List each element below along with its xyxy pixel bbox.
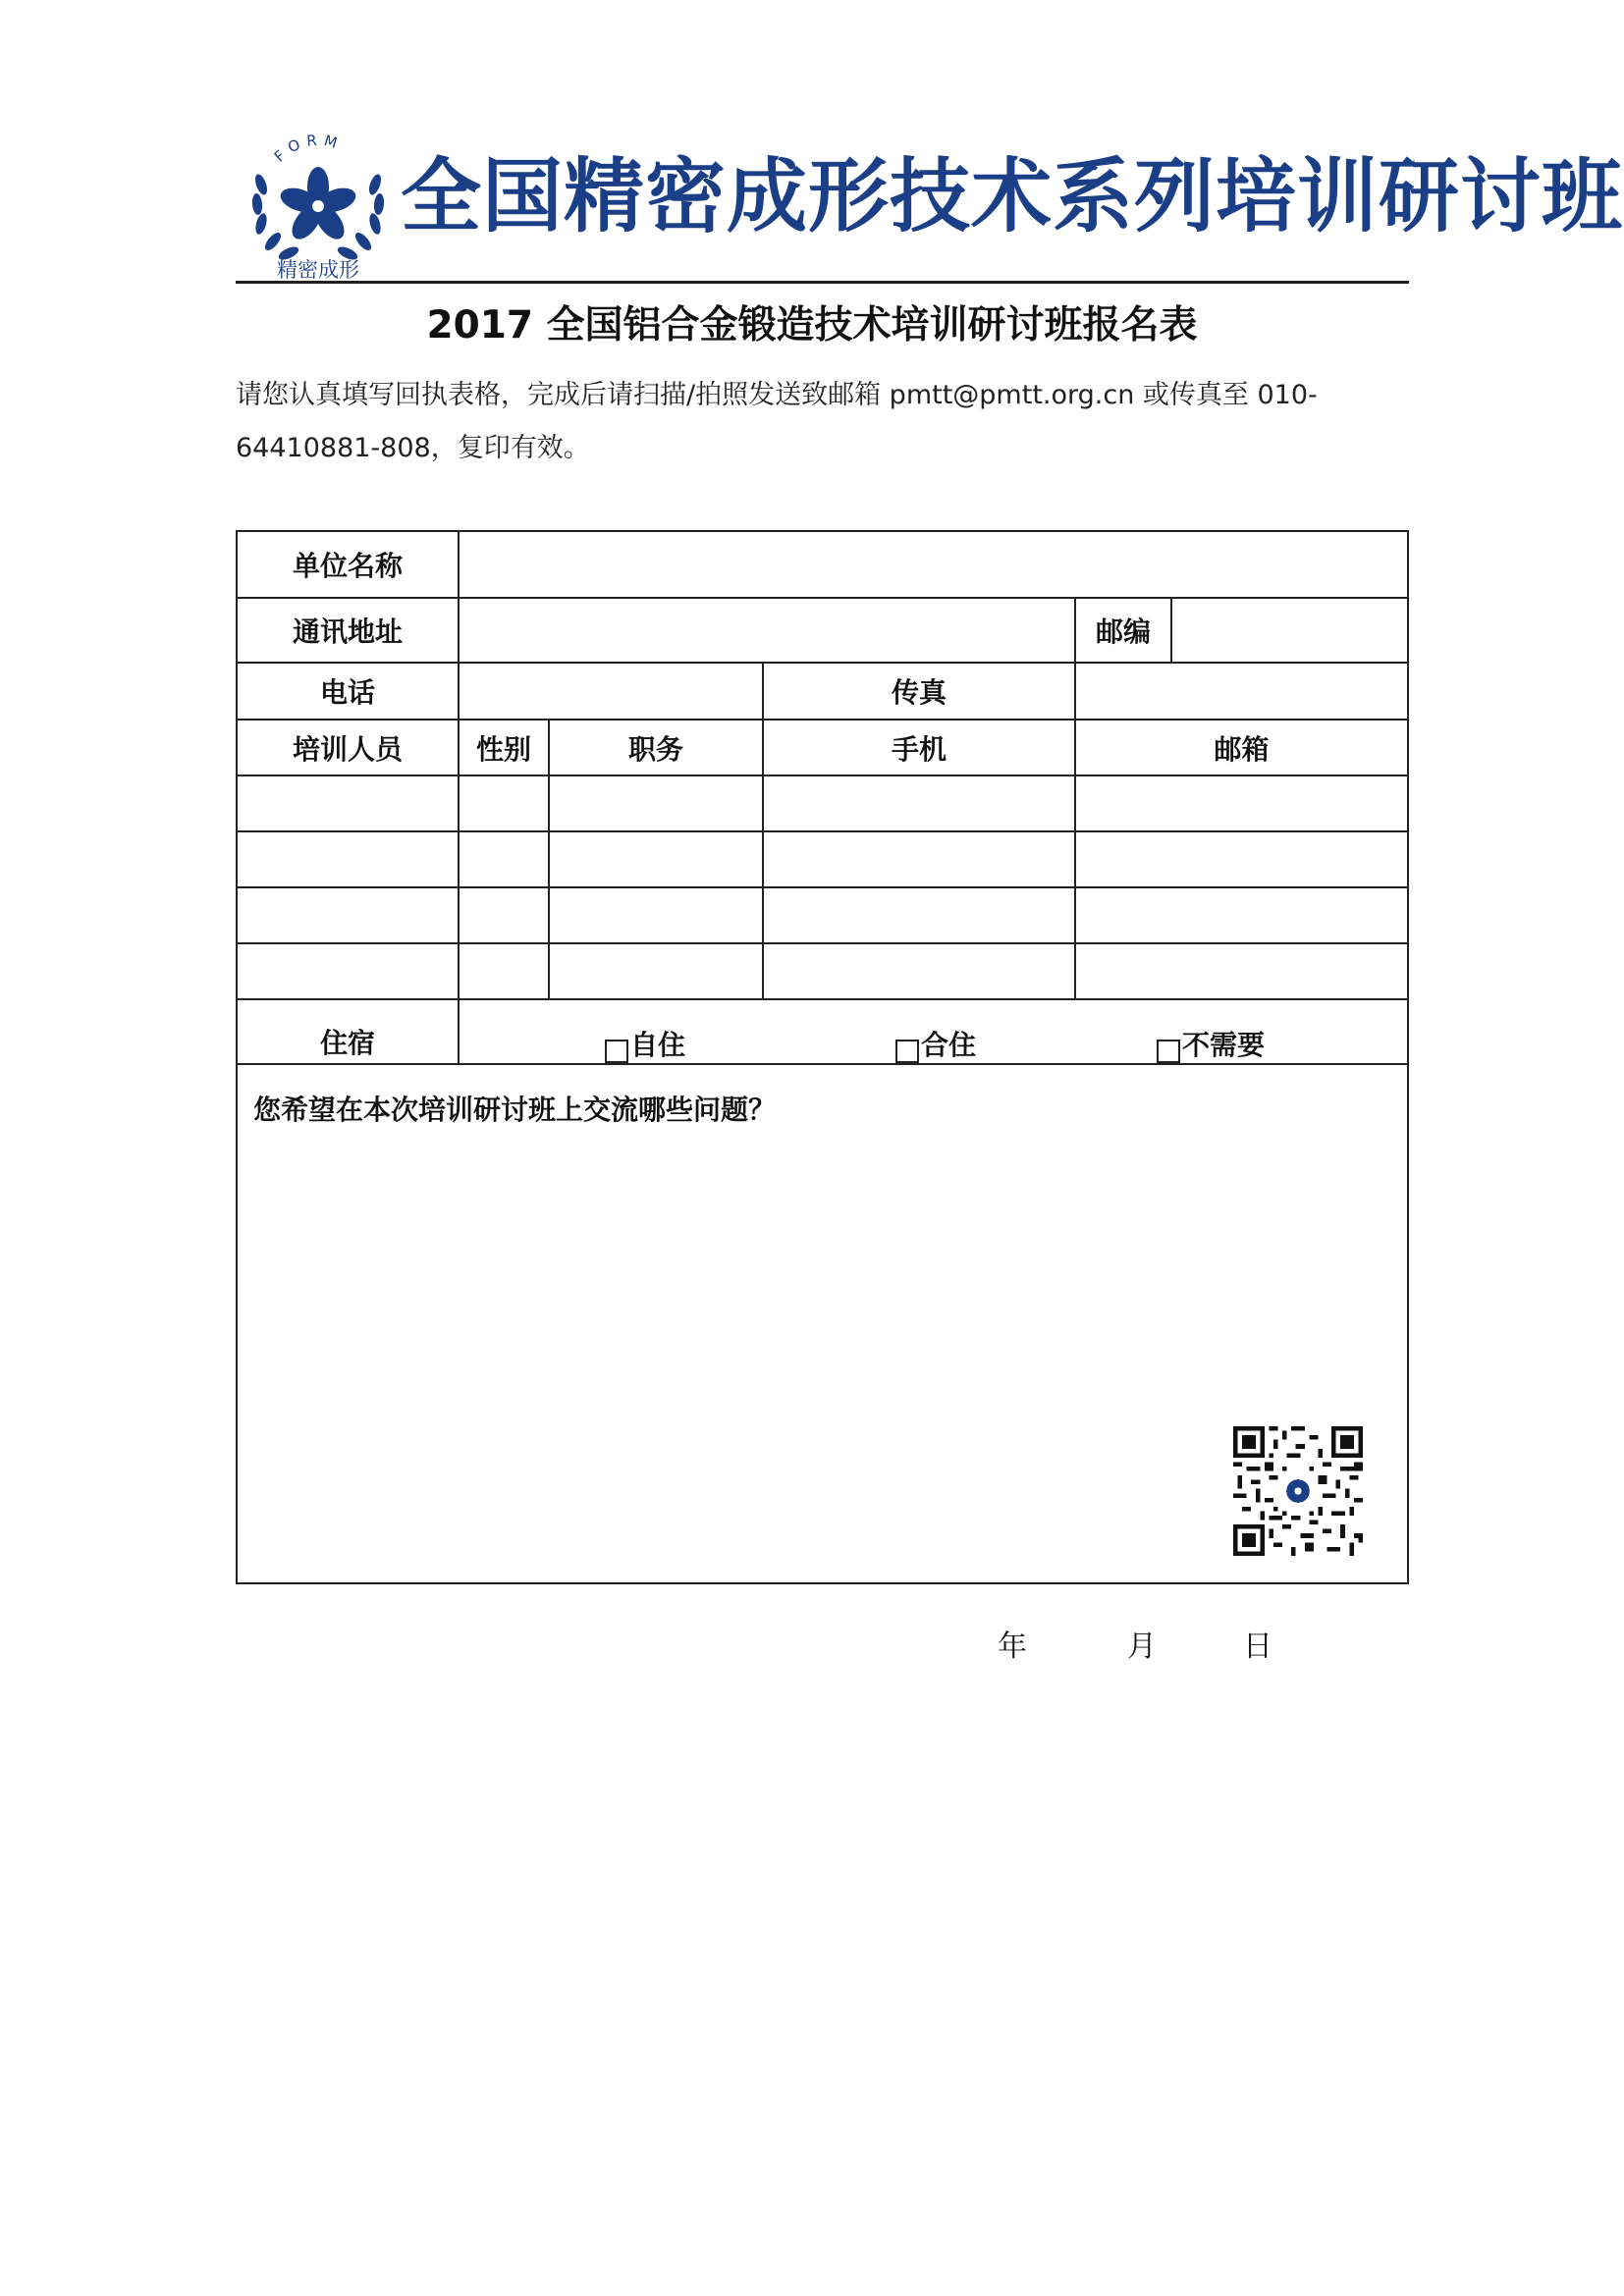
option-label: 合住 — [921, 1029, 977, 1061]
logo-arc-text: FORM — [270, 131, 346, 166]
date-day: 日 — [1243, 1629, 1272, 1664]
accommodation-option-shared[interactable] — [895, 1000, 976, 1065]
trainee-email-cell[interactable] — [1075, 831, 1408, 887]
date-month: 月 — [1127, 1629, 1157, 1664]
company-label: 单位名称 — [237, 531, 459, 598]
checkbox-icon[interactable] — [895, 1040, 919, 1063]
trainee-mobile-cell[interactable] — [763, 775, 1075, 831]
registration-form — [236, 530, 1409, 1584]
trainee-gender-cell[interactable] — [459, 775, 549, 831]
mobile-header: 手机 — [763, 720, 1075, 775]
trainee-email-cell[interactable] — [1075, 775, 1408, 831]
logo — [240, 126, 397, 281]
banner-title: 全国精密成形技术系列培训研讨班 — [401, 149, 1624, 243]
trainee-name-cell[interactable] — [237, 831, 459, 887]
accommodation-option-self[interactable] — [605, 1000, 685, 1065]
trainee-email-cell[interactable] — [1075, 943, 1408, 999]
trainee-position-cell[interactable] — [549, 775, 763, 831]
trainee-row — [237, 887, 1408, 943]
accommodation-options — [459, 999, 1408, 1064]
trainee-gender-cell[interactable] — [459, 943, 549, 999]
address-label: 通讯地址 — [237, 598, 459, 663]
trainee-name-cell[interactable] — [237, 943, 459, 999]
trainee-name-cell[interactable] — [237, 775, 459, 831]
accommodation-option-none[interactable] — [1157, 1000, 1265, 1065]
trainee-position-cell[interactable] — [549, 887, 763, 943]
trainee-mobile-cell[interactable] — [763, 887, 1075, 943]
trainee-position-cell[interactable] — [549, 831, 763, 887]
fax-label: 传真 — [763, 663, 1075, 720]
position-header: 职务 — [549, 720, 763, 775]
header-divider — [236, 281, 1409, 284]
star-flower-laurel-icon — [240, 126, 397, 281]
checkbox-icon[interactable] — [605, 1040, 628, 1063]
option-label: 自住 — [630, 1029, 686, 1061]
company-field[interactable] — [459, 531, 1408, 598]
logo-caption: 精密成形 — [277, 258, 359, 281]
trainee-mobile-cell[interactable] — [763, 943, 1075, 999]
trainee-header: 培训人员 — [237, 720, 459, 775]
email-header: 邮箱 — [1075, 720, 1408, 775]
address-field[interactable] — [459, 598, 1075, 663]
instructions — [236, 369, 1375, 475]
qr-code — [1233, 1426, 1363, 1556]
trainee-row — [237, 831, 1408, 887]
question-text: 您希望在本次培训研讨班上交流哪些问题？ — [253, 1094, 777, 1126]
date-year: 年 — [998, 1629, 1027, 1664]
trainee-name-cell[interactable] — [237, 887, 459, 943]
checkbox-icon[interactable] — [1157, 1040, 1180, 1063]
instructions-line-2: 64410881-808，复印有效。 — [236, 433, 590, 463]
postcode-label: 邮编 — [1075, 598, 1171, 663]
trainee-gender-cell[interactable] — [459, 831, 549, 887]
question-cell[interactable] — [237, 1064, 1408, 1583]
trainee-mobile-cell[interactable] — [763, 831, 1075, 887]
option-label: 不需要 — [1182, 1029, 1266, 1061]
instructions-line-1: 请您认真填写回执表格，完成后请扫描/拍照发送致邮箱 pmtt@pmtt.org.cn 或传真至 010- — [236, 380, 1318, 410]
accommodation-label: 住宿 — [237, 999, 459, 1064]
phone-field[interactable] — [459, 663, 763, 720]
phone-label: 电话 — [237, 663, 459, 720]
fax-field[interactable] — [1075, 663, 1408, 720]
trainee-row — [237, 943, 1408, 999]
trainee-row — [237, 775, 1408, 831]
trainee-position-cell[interactable] — [549, 943, 763, 999]
trainee-gender-cell[interactable] — [459, 887, 549, 943]
document-title: 2017 全国铝合金锻造技术培训研讨班报名表 — [426, 303, 1198, 347]
postcode-field[interactable] — [1171, 598, 1408, 663]
gender-header: 性别 — [459, 720, 549, 775]
qr-code-icon — [1233, 1426, 1363, 1556]
trainee-email-cell[interactable] — [1075, 887, 1408, 943]
